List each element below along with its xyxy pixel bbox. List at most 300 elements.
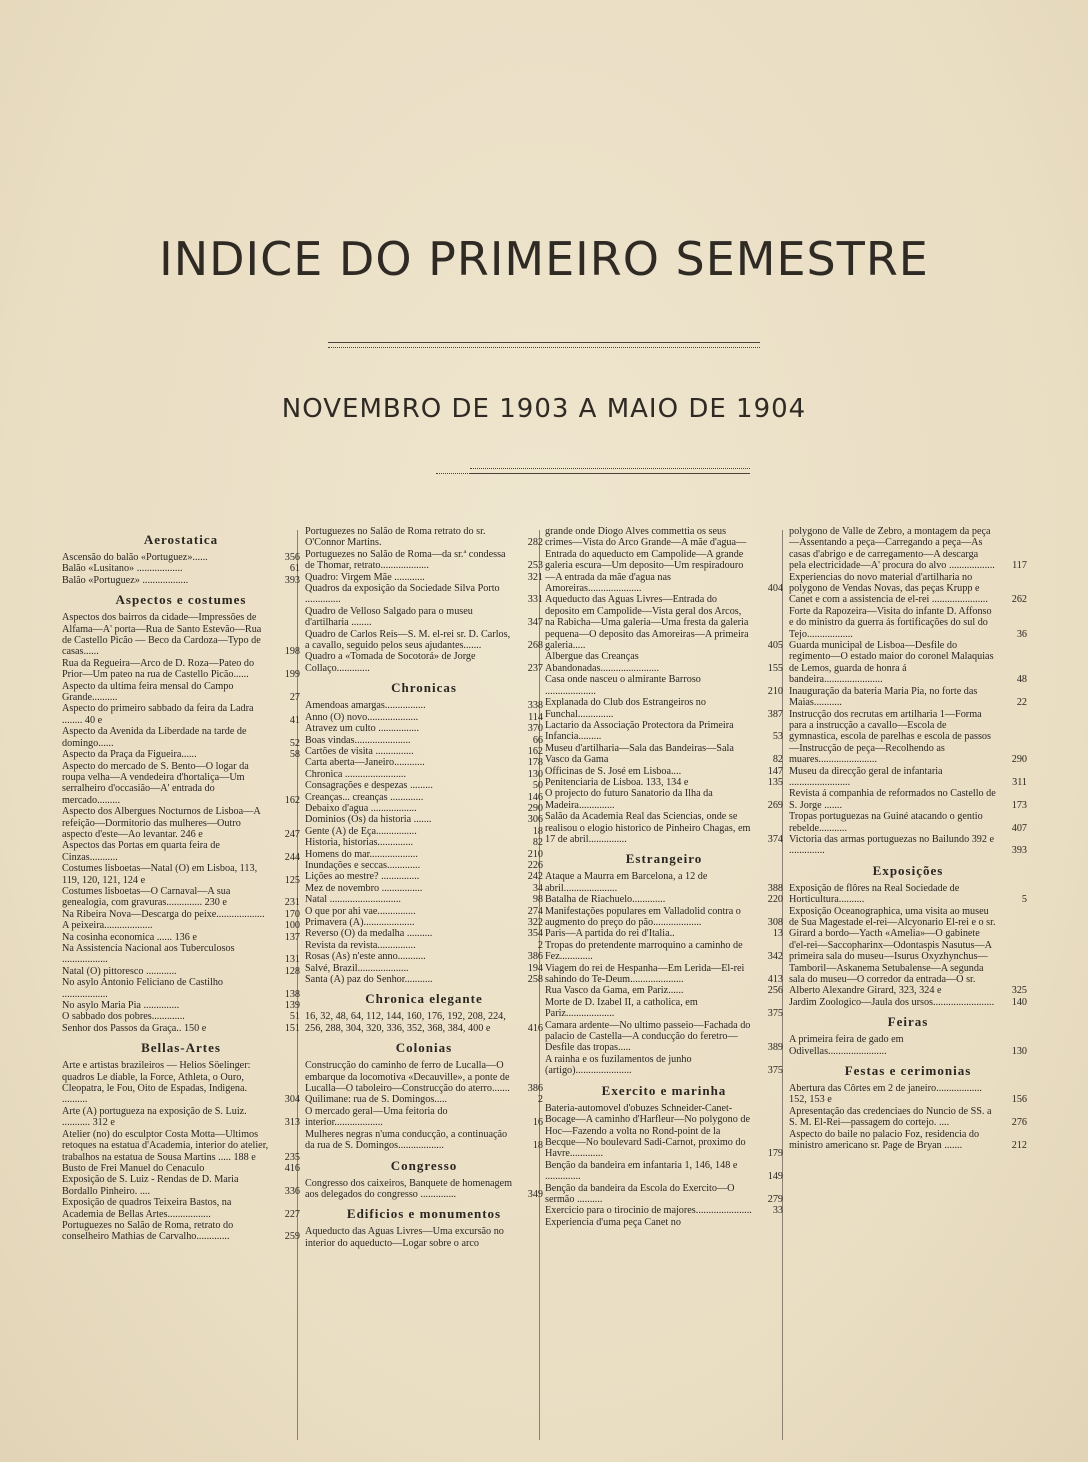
index-entry: [545, 788, 783, 811]
entry-text: Aqueducto das Aguas Livres—Uma excursão no interior do aqueducto—Logar sobre o arco: [305, 1226, 504, 1249]
index-entry: [305, 757, 543, 768]
index-entry: [62, 552, 300, 563]
entry-page-number: 242: [527, 871, 543, 883]
index-entry: [305, 871, 543, 882]
entry-page-number: 66: [532, 734, 543, 746]
entry-page-number: 235: [284, 1151, 300, 1163]
index-entry: [62, 703, 300, 726]
entry-page-number: 413: [767, 974, 783, 986]
entry-text: Tropas do pretendente marroquino a caminho de Fez.............: [545, 939, 743, 963]
entry-text: Balão «Portuguez» ..................: [62, 574, 189, 586]
index-entry: [305, 700, 543, 711]
entry-page-number: 388: [767, 882, 783, 894]
entry-page-number: 130: [1011, 1045, 1027, 1057]
entry-page-number: 114: [528, 711, 543, 723]
entry-text: Construcção do caminho de ferro de Lucalla—O embarque da locomotiva «Decauville», a ponte de Lucalla—O taboleiro—Construcção do aterro.......: [305, 1060, 510, 1095]
entry-text: Albergue das Creanças Abandonadas.......................: [545, 651, 660, 674]
index-entry: [305, 803, 543, 814]
entry-page-number: 274: [527, 905, 543, 917]
entry-text: Paris—A partida do rei d'Italia..: [545, 928, 675, 940]
entry-text: Atravez um culto ................: [305, 723, 420, 735]
entry-page-number: 375: [767, 1065, 783, 1077]
entry-page-number: 416: [527, 1022, 543, 1034]
entry-text: Revista á companhia de reformados no Castello de S. Jorge .......: [789, 788, 996, 811]
section-heading: Congresso: [390, 1157, 458, 1173]
entry-text: Penitenciaria de Lisboa. 133, 134 e: [545, 776, 689, 788]
index-column-2: [305, 526, 543, 1444]
index-entry: [789, 883, 1027, 906]
section-heading: Festas e cerimonias: [844, 1063, 972, 1079]
section-heading: Feiras: [887, 1014, 929, 1030]
entry-text: Aspecto da Praça da Figueira......: [62, 749, 197, 761]
index-entry: [545, 940, 783, 963]
entry-text: Aspecto do mercado de S. Bento—O logar da roupa velha—A vendedeira d'hortaliça—Um serralheiro d'occasião—A' entrada do mercado.........: [62, 760, 249, 806]
index-column-1: [62, 526, 300, 1444]
entry-page-number: 308: [767, 917, 783, 928]
entry-page-number: 269: [767, 799, 783, 811]
index-entry: [789, 1034, 1027, 1057]
index-entry: [789, 788, 1027, 811]
entry-page-number: 139: [284, 1000, 300, 1012]
index-entry: [305, 1060, 543, 1094]
section-heading: Exposições: [872, 862, 944, 878]
index-entry: [305, 651, 543, 674]
entry-page-number: 262: [1011, 594, 1027, 606]
section-heading: Chronica elegante: [365, 991, 483, 1007]
entry-page-number: 374: [767, 833, 783, 845]
entry-page-number: 375: [767, 1008, 783, 1020]
entry-page-number: 179: [767, 1148, 783, 1160]
entry-text: Exposição de quadros Teixeira Bastos, na Academia de Bellas Artes.................: [62, 1197, 232, 1220]
index-entry: [62, 658, 300, 681]
entry-page-number: 389: [767, 1042, 783, 1054]
entry-text: Chronica ........................: [305, 768, 407, 780]
index-entry: [545, 1217, 783, 1228]
entry-page-number: 48: [1016, 674, 1027, 686]
index-entry: [62, 1000, 300, 1011]
entry-text: O projecto do futuro Sanatorio da Ilha da Madeira..............: [545, 788, 713, 811]
index-entry: [62, 1011, 300, 1022]
entry-text: Rua Vasco da Gama, em Pariz......: [545, 985, 684, 997]
entry-page-number: 227: [284, 1208, 300, 1220]
entry-page-number: 258: [527, 974, 543, 986]
index-entry: [62, 920, 300, 931]
index-entry: [789, 572, 1027, 606]
entry-page-number: 306: [527, 814, 543, 826]
entry-text: Consagrações e despezas .........: [305, 780, 433, 792]
entry-text: A peixeira...................: [62, 920, 153, 932]
entry-page-number: 147: [767, 765, 783, 777]
section-heading: Bellas-Artes: [141, 1040, 221, 1056]
index-entry: [545, 1054, 783, 1077]
entry-page-number: 33: [772, 1205, 783, 1217]
index-entry: [62, 886, 300, 909]
index-entry: [305, 963, 543, 974]
entry-page-number: 407: [1011, 822, 1027, 834]
entry-text: Apresentação das credenciaes do Nuncio de SS. a S. M. El-Rei—passagem do cortejo. ....: [789, 1105, 992, 1129]
entry-text: Mez de novembro ................: [305, 882, 423, 894]
entry-text: Aspecto do baile no palacio Foz, residencia do ministro americano sr. Page de Bryan .......: [789, 1128, 980, 1152]
entry-page-number: 137: [284, 931, 300, 943]
entry-page-number: 162: [527, 745, 543, 757]
entry-text: Ataque a Maurra em Barcelona, a 12 de abril.....................: [545, 871, 708, 894]
title-divider: [328, 342, 760, 348]
entry-text: Anno (O) novo....................: [305, 711, 419, 723]
entry-text: No asylo Maria Pia ..............: [62, 1000, 180, 1012]
entry-text: Bateria-automovel d'obuzes Schneider-Canet-Bocage—A caminho d'Harfleur—No polygono de Hoc—Fazendo a volta no Rond-point de la Becque—No boulevard Sadi-Carnot, proximo do Havre.............: [545, 1102, 750, 1160]
entry-text: Costumes lisboetas—O Carnaval—A sua genealogia, com gravuras.............. 230 e: [62, 885, 231, 909]
entry-text: No asylo Antonio Feliciano de Castilho ..................: [62, 977, 224, 1000]
section-heading: Colonias: [395, 1040, 453, 1056]
index-entry: [545, 594, 783, 651]
subtitle-divider: [470, 468, 750, 474]
index-entry: [789, 766, 1027, 789]
index-entry: [62, 1197, 300, 1220]
entry-page-number: 199: [284, 669, 300, 681]
index-entry: [305, 951, 543, 962]
entry-page-number: 51: [289, 1011, 300, 1023]
index-entry: [305, 837, 543, 848]
entry-page-number: 50: [532, 780, 543, 792]
entry-text: Rua da Regueira—Arco de D. Roza—Pateo do Prior—Um pateo na rua de Castello Picão......: [62, 657, 255, 681]
index-entry: [789, 1129, 1027, 1152]
entry-page-number: 253: [527, 560, 543, 572]
entry-text: Batalha de Riachuelo.............: [545, 894, 666, 906]
entry-text: Museu da direcção geral de infantaria ........................: [789, 765, 943, 788]
entry-page-number: 173: [1011, 799, 1027, 811]
entry-text: Explanada do Club dos Estrangeiros no Funchal..............: [545, 697, 706, 720]
entry-text: Lactario da Associação Protectora da Primeira Infancia.........: [545, 719, 734, 743]
entry-text: Officinas de S. José em Lisboa....: [545, 765, 682, 777]
entry-page-number: 130: [527, 768, 543, 780]
entry-page-number: 331: [527, 594, 543, 606]
entry-text: Aspecto da ultima feira mensal do Campo Grande..........: [62, 680, 234, 704]
entry-text: Costumes lisboetas—Natal (O) em Lisboa, 113, 119, 120, 121, 124 e: [62, 863, 258, 886]
index-entry: [62, 806, 300, 840]
entry-text: 16, 32, 48, 64, 112, 144, 160, 176, 192, 208, 224, 256, 288, 304, 320, 336, 352, 368, 384, 400 e: [305, 1011, 506, 1034]
index-entry: [305, 746, 543, 757]
index-entry: [305, 849, 543, 860]
index-entry: [545, 651, 783, 674]
entry-page-number: 220: [767, 894, 783, 906]
entry-page-number: 210: [527, 848, 543, 860]
entry-page-number: 290: [527, 802, 543, 814]
index-entry: [305, 1011, 543, 1034]
entry-page-number: 16: [532, 1117, 543, 1129]
entry-page-number: 256: [767, 985, 783, 997]
entry-page-number: 347: [527, 617, 543, 629]
entry-page-number: 131: [284, 954, 300, 966]
subtitle-divider-dotted: [436, 473, 472, 474]
entry-page-number: 338: [527, 700, 543, 712]
section-heading: Aspectos e costumes: [115, 592, 247, 608]
index-entry: [789, 997, 1027, 1008]
entry-page-number: 416: [284, 1162, 300, 1174]
entry-page-number: 162: [284, 794, 300, 806]
entry-text: Camara ardente—No ultimo passeio—Fachada do palacio de Castella—A conducção do feretro—Desfile das tropas.....: [545, 1019, 751, 1054]
entry-text: Museu d'artilharia—Sala das Bandeiras—Sala Vasco da Gama: [545, 742, 734, 766]
index-entry: [545, 720, 783, 743]
entry-page-number: 290: [1011, 754, 1027, 766]
entry-text: Na Ribeira Nova—Descarga do peixe...................: [62, 908, 265, 920]
entry-text: Forte da Rapozeira—Visita do infante D. Affonso e do ministro da guerra ás fortificações do sul do Tejo..................: [789, 605, 992, 640]
entry-text: Cartões de visita ...............: [305, 745, 414, 757]
entry-page-number: 82: [532, 837, 543, 849]
index-entry: [545, 906, 783, 929]
entry-text: Senhor dos Passos da Graça.. 150 e: [62, 1022, 207, 1034]
entry-text: Salvé, Brazil....................: [305, 962, 409, 974]
entry-text: Gente (A) de Eça................: [305, 825, 417, 837]
entry-text: Homens do mar...................: [305, 848, 418, 860]
index-entry: [789, 606, 1027, 640]
index-entry: [62, 1106, 300, 1129]
index-entry: [62, 1174, 300, 1197]
entry-page-number: 336: [284, 1185, 300, 1197]
entry-page-number: 237: [527, 662, 543, 674]
index-entry: [789, 811, 1027, 834]
entry-page-number: 140: [1011, 996, 1027, 1008]
index-entry: [305, 769, 543, 780]
entry-page-number: 226: [527, 859, 543, 871]
index-entry: [62, 1220, 300, 1243]
entry-page-number: 52: [289, 737, 300, 749]
index-entry: [305, 894, 543, 905]
entry-page-number: 61: [289, 563, 300, 575]
entry-page-number: 27: [289, 692, 300, 704]
entry-page-number: 247: [284, 828, 300, 840]
entry-page-number: 393: [1011, 845, 1027, 857]
entry-text: Salão da Academia Real das Sciencias, onde se realisou o elogio historico de Pinheiro Chagas, em 17 de abril...............: [545, 811, 751, 845]
index-entry: [62, 932, 300, 943]
entry-text: O que por ahi vae...............: [305, 905, 416, 917]
entry-text: Congresso dos caixeiros, Banquete de homenagem aos delegados do congresso ..............: [305, 1177, 513, 1200]
entry-text: Portuguezes no Salão de Roma, retrato do conselheiro Mathias de Carvalho.............: [62, 1219, 234, 1243]
index-entry: [62, 966, 300, 977]
entry-text: Manifestações populares em Valladolid contra o augmento do preço do pão...................: [545, 905, 741, 928]
entry-text: Primavera (A)....................: [305, 917, 415, 928]
index-entry: [305, 826, 543, 837]
entry-page-number: 244: [284, 851, 300, 863]
index-entry: [305, 1106, 543, 1129]
entry-page-number: 18: [532, 825, 543, 837]
entry-text: Guarda municipal de Lisboa—Desfile do regimento—O estado maior do coronel Malaquias de Lemos, guarda de honra á bandeira.......................: [789, 640, 994, 686]
index-entry: [305, 629, 543, 652]
entry-text: Aspectos dos bairros da cidade—Impressões de Alfama—A' porta—Rua de Santo Estevão—Rua de Castello Picão — Beco da Cardoza—Typo de casas......: [62, 612, 262, 658]
index-entry: [545, 894, 783, 905]
index-entry: [789, 906, 1027, 997]
index-entry: [789, 1083, 1027, 1106]
section-heading: Exercito e marinha: [601, 1082, 727, 1098]
entry-page-number: 135: [767, 776, 783, 788]
entry-page-number: 41: [289, 714, 300, 726]
entry-text: Portuguezes no Salão de Roma—da sr.ª condessa de Thomar, retrato...................: [305, 548, 506, 572]
entry-text: Tropas portuguezas na Guiné atacando o gentio rebelde...........: [789, 811, 983, 834]
entry-page-number: 354: [527, 928, 543, 940]
entry-text: O mercado geral—Uma feitoria do interior...................: [305, 1105, 448, 1129]
entry-page-number: 212: [1011, 1140, 1027, 1152]
entry-text: Creanças... creanças .............: [305, 791, 424, 803]
index-entry: [545, 997, 783, 1020]
index-entry: [545, 1160, 783, 1183]
entry-page-number: 18: [532, 1140, 543, 1152]
index-entry: [545, 1020, 783, 1054]
entry-page-number: 325: [1011, 985, 1027, 997]
entry-page-number: 386: [527, 951, 543, 963]
entry-page-number: 282: [527, 537, 543, 549]
entry-page-number: 13: [772, 928, 783, 940]
index-entry: [305, 940, 543, 951]
entry-text: Revista da revista...............: [305, 939, 416, 951]
index-entry: [545, 1183, 783, 1206]
entry-text: Abertura das Côrtes em 2 de janeiro.................. 152, 153 e: [789, 1083, 982, 1106]
index-entry: [62, 681, 300, 704]
entry-page-number: 149: [767, 1171, 783, 1183]
index-entry: [62, 1023, 300, 1034]
entry-text: Viagem do rei de Hespanha—Em Lerida—El-rei sahindo do Te-Deum.....................: [545, 962, 745, 986]
entry-text: Aspecto da Avenida da Liberdade na tarde de domingo......: [62, 726, 247, 749]
index-entry: [545, 1205, 783, 1216]
index-entry: [545, 697, 783, 720]
index-entry: [62, 943, 300, 966]
index-entry: [789, 526, 1027, 572]
entry-page-number: 276: [1011, 1117, 1027, 1129]
entry-page-number: 155: [767, 662, 783, 674]
entry-page-number: 22: [1016, 697, 1027, 709]
index-entry: [305, 1129, 543, 1152]
entry-text: Portuguezes no Salão de Roma retrato do sr. O'Connor Martins.: [305, 526, 486, 549]
index-entry: [305, 735, 543, 746]
index-entry: [545, 777, 783, 788]
index-entry: [305, 917, 543, 928]
index-entry: [62, 612, 300, 658]
index-entry: [305, 712, 543, 723]
entry-page-number: 170: [284, 908, 300, 920]
entry-page-number: 386: [527, 1083, 543, 1095]
entry-text: Santa (A) paz do Senhor...........: [305, 974, 433, 986]
entry-text: Arte e artistas brazileiros — Helios Söelinger: quadros Le diable, la Force, Athleta, o Ouro, Cleopatra, le Fou, Oito de Espadas, Indigena. ..........: [62, 1060, 251, 1106]
entry-text: Natal ............................: [305, 894, 401, 906]
entry-text: Benção da bandeira da Escola do Exercito—O sermão ..........: [545, 1182, 735, 1205]
index-entry: [62, 761, 300, 807]
entry-page-number: 34: [532, 882, 543, 894]
entry-text: Boas vindas......................: [305, 734, 411, 746]
entry-text: Victoria das armas portuguezas no Bailundo 392 e ..............: [789, 833, 995, 857]
index-entry: [305, 1226, 543, 1249]
index-column-4: [789, 526, 1027, 1444]
entry-page-number: 146: [527, 791, 543, 803]
entry-page-number: 138: [284, 988, 300, 1000]
index-entry: [305, 906, 543, 917]
entry-text: Lições ao mestre? ...............: [305, 871, 420, 883]
index-entry: [305, 792, 543, 803]
entry-text: Rosas (As) n'este anno...........: [305, 951, 426, 963]
entry-page-number: 36: [1016, 628, 1027, 640]
index-entry: [62, 909, 300, 920]
entry-page-number: 5: [1021, 894, 1027, 906]
entry-text: Exposição de S. Luiz - Rendas de D. Maria Bordallo Pinheiro. ....: [62, 1174, 239, 1197]
entry-text: Inauguração da bateria Maria Pia, no forte das Maias...........: [789, 685, 978, 709]
index-entry: [789, 686, 1027, 709]
entry-text: Exercicio para o tirocinio de majores......................: [545, 1205, 752, 1217]
index-entry: [545, 674, 783, 697]
section-heading: Chronicas: [391, 680, 457, 696]
entry-text: A rainha e os fuzilamentos de junho (artigo)......................: [545, 1053, 692, 1077]
entry-text: Quadros da exposição da Sociedade Silva Porto ..............: [305, 583, 500, 606]
index-entry: [62, 1060, 300, 1106]
index-entry: [545, 963, 783, 986]
index-entry: [305, 723, 543, 734]
entry-text: A primeira feira de gado em Odivellas.......................: [789, 1034, 904, 1057]
entry-text: Atelier (no) do esculptor Costa Motta—Ultimos retoques na estatua d'Academia, interior do atelier, trabalhos na estatua de Sousa Martins ..... 188 e: [62, 1128, 269, 1163]
index-entry: [545, 526, 783, 594]
index-entry: [305, 572, 543, 583]
entry-text: Quadro: Virgem Mãe ............: [305, 571, 425, 583]
entry-text: Casa onde nasceu o almirante Barroso ....................: [545, 674, 701, 697]
entry-page-number: 58: [289, 749, 300, 761]
entry-page-number: 100: [284, 920, 300, 932]
entry-page-number: 268: [527, 640, 543, 652]
entry-text: Jardim Zoologico—Jaula dos ursos........................: [789, 996, 995, 1008]
entry-page-number: 393: [284, 574, 300, 586]
entry-text: Instrucção dos recrutas em artilharia 1—Forma para a instrucção a cavallo—Escola de gymnastica, escola de parelhas e escola de passos—Instrucção de peça—Recolhendo as muares.......................: [789, 708, 991, 766]
entry-text: Quadro a «Tomada de Socotorá» de Jorge Collaço.............: [305, 651, 476, 674]
index-entry: [305, 860, 543, 871]
entry-page-number: 98: [532, 894, 543, 906]
entry-text: Historia, historias..............: [305, 837, 414, 849]
index-entry: [62, 840, 300, 863]
index-entry: [305, 1178, 543, 1201]
entry-page-number: 2: [537, 939, 543, 951]
index-entry: [545, 743, 783, 766]
index-entry: [545, 811, 783, 845]
entry-text: Inundações e seccas.............: [305, 859, 421, 871]
index-entry: [789, 1106, 1027, 1129]
index-entry: [305, 1094, 543, 1105]
entry-page-number: 405: [767, 640, 783, 652]
index-entry: [545, 985, 783, 996]
entry-text: Exposição de flôres na Real Sociedade de Horticultura..........: [789, 882, 960, 906]
entry-page-number: 53: [772, 731, 783, 743]
entry-text: Natal (O) pittoresco ............: [62, 965, 177, 977]
entry-text: Mulheres negras n'uma conducção, a continuação da rua de S. Domingos..................: [305, 1128, 508, 1152]
section-heading: Aerostatica: [143, 532, 219, 547]
entry-text: Na cosinha economica ...... 136 e: [62, 931, 197, 943]
index-entry: [62, 977, 300, 1000]
index-entry: [305, 526, 543, 549]
entry-text: Ascensão do balão «Portuguez»......: [62, 552, 208, 563]
entry-text: grande onde Diogo Alves commettia os seus crimes—Vista do Arco Grande—A mãe d'agua—Entrada do aqueducto em Campolide—A grande galeria escura—Um deposito—Um respiradouro—A entrada da mãe d'agua nas Amoreiras.....................: [545, 526, 747, 595]
entry-page-number: 322: [527, 917, 543, 928]
entry-text: O sabbado dos pobres.............: [62, 1011, 185, 1023]
entry-text: Amendoas amargas................: [305, 700, 426, 712]
index-entry: [305, 583, 543, 606]
entry-page-number: 198: [284, 646, 300, 658]
index-entry: [305, 780, 543, 791]
index-entry: [545, 871, 783, 894]
entry-text: Aspectos das Portas em quarta feira de Cinzas...........: [62, 840, 220, 863]
entry-text: Experiencias do novo material d'artilharia no polygono de Vendas Novas, das peças Krupp e Canet e com a assistencia de el-rei ......................: [789, 571, 988, 606]
index-entry: [789, 709, 1027, 766]
entry-page-number: 178: [527, 757, 543, 769]
index-entry: [305, 883, 543, 894]
index-entry: [305, 974, 543, 985]
index-entry: [789, 640, 1027, 686]
entry-text: Dominios (Os) da historia .......: [305, 814, 432, 826]
entry-page-number: 349: [527, 1188, 543, 1200]
index-entry: [62, 1163, 300, 1174]
entry-text: Aspecto do primeiro sabbado da feira da Ladra ........ 40 e: [62, 703, 254, 726]
entry-text: Quadro de Carlos Reis—S. M. el-rei sr. D. Carlos, a cavallo, seguido pelos seus ajudantes.......: [305, 628, 511, 652]
